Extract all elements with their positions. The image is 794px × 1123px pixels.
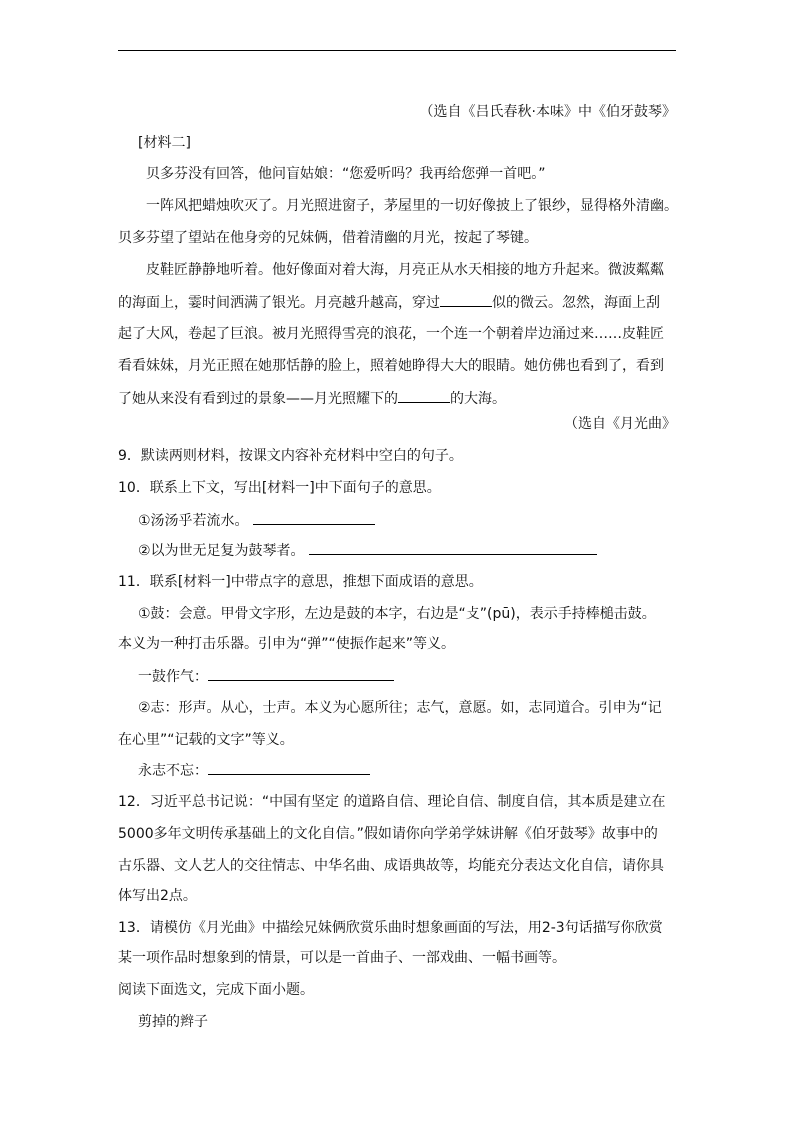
paragraph-3-line-3: 起了大风，卷起了巨浪。被月光照得雪亮的浪花，一个连一个朝着岸边涌过来……皮鞋匠: [118, 326, 664, 342]
paragraph-2-line-1: 一阵风把蜡烛吹灭了。月光照进窗子，茅屋里的一切好像披上了银纱，显得格外清幽。: [146, 198, 678, 214]
paragraph-3-line-5: [118, 388, 506, 408]
answer-blank[interactable]: [253, 510, 375, 525]
question-11-note-2-line-1: ②志：形声。从心，士声。本义为心愿所往；志气，意愿。如，志同道合。引申为“记: [138, 700, 662, 716]
text: 的大海。: [450, 391, 506, 407]
question-11-note-2-line-2: 在心里”“记载的文字”等义。: [118, 732, 294, 748]
header-rule: [118, 50, 676, 51]
question-11-note-1-line-1: ①鼓：会意。甲骨文字形，左边是鼓的本字，右边是“攴”(pū)，表示手持棒槌击鼓。: [138, 606, 656, 622]
text: 的海面上，霎时间洒满了银光。月亮越升越高，穿过: [118, 295, 440, 311]
text: 了她从来没有看到过的景象——月光照耀下的: [118, 391, 398, 407]
source-citation-2: （选自《月光曲》: [564, 416, 676, 432]
text: ②以为世无足复为鼓琴者。: [138, 543, 305, 559]
paragraph-2-line-2: 贝多芬望了望站在他身旁的兄妹俩，借着清幽的月光，按起了琴键。: [118, 230, 538, 246]
question-10: 10．联系上下文，写出[材料一]中下面句子的意思。: [118, 480, 441, 496]
paragraph-1: 贝多芬没有回答，他问盲姑娘：“您爱听吗？我再给您弹一首吧。”: [146, 166, 546, 182]
question-13-line-1: 13．请模仿《月光曲》中描绘兄妹俩欣赏乐曲时想象画面的写法，用2-3句话描写你欣赏: [118, 920, 663, 936]
fill-blank-1[interactable]: [440, 292, 492, 307]
question-10-item-2: [138, 540, 597, 560]
source-citation-1: （选自《吕氏春秋·本味》中《伯牙鼓琴》: [419, 104, 676, 120]
text: 似的微云。忽然，海面上刮: [492, 295, 660, 311]
text: 一鼓作气：: [138, 669, 208, 685]
question-12-line-2: 5000多年文明传承基础上的文化自信。”假如请你向学弟学妹讲解《伯牙鼓琴》故事中的: [118, 826, 658, 842]
question-13-line-2: 某一项作品时想象到的情景，可以是一首曲子、一部戏曲、一幅书画等。: [118, 950, 566, 966]
question-12-line-4: 体写出2点。: [118, 888, 197, 904]
question-11-idiom-1: [138, 666, 394, 686]
question-10-item-1: [138, 510, 375, 530]
answer-blank[interactable]: [208, 760, 370, 775]
question-11-note-1-line-2: 本义为一种打击乐器。引申为“弹”“使振作起来”等义。: [118, 636, 456, 652]
paragraph-3-line-2: [118, 292, 660, 312]
text: ①汤汤乎若流水。: [138, 513, 249, 529]
question-12-line-1: 12．习近平总书记说：“中国有坚定 的道路自信、理论自信、制度自信，其本质是建立在: [118, 794, 666, 810]
text: 永志不忘：: [138, 763, 208, 779]
answer-blank[interactable]: [309, 540, 597, 555]
answer-blank[interactable]: [208, 666, 394, 681]
question-12-line-3: 古乐器、文人艺人的交往情志、中华名曲、成语典故等，均能充分表达文化自信，请你具: [118, 858, 664, 874]
reading-instruction: 阅读下面选文，完成下面小题。: [118, 982, 314, 998]
paragraph-3-line-4: 看看妹妹，月光正照在她那恬静的脸上，照着她睁得大大的眼睛。她仿佛也看到了，看到: [118, 358, 664, 374]
question-11: 11．联系[材料一]中带点字的意思，推想下面成语的意思。: [118, 574, 483, 590]
paragraph-3-line-1: 皮鞋匠静静地听着。他好像面对着大海，月亮正从水天相接的地方升起来。微波粼粼: [146, 262, 664, 278]
question-11-idiom-2: [138, 760, 370, 780]
question-9: 9．默读两则材料，按课文内容补充材料中空白的句子。: [118, 448, 463, 464]
fill-blank-2[interactable]: [398, 388, 450, 403]
passage-title: 剪掉的辫子: [138, 1014, 208, 1030]
material-2-label: [材料二]: [138, 135, 191, 151]
